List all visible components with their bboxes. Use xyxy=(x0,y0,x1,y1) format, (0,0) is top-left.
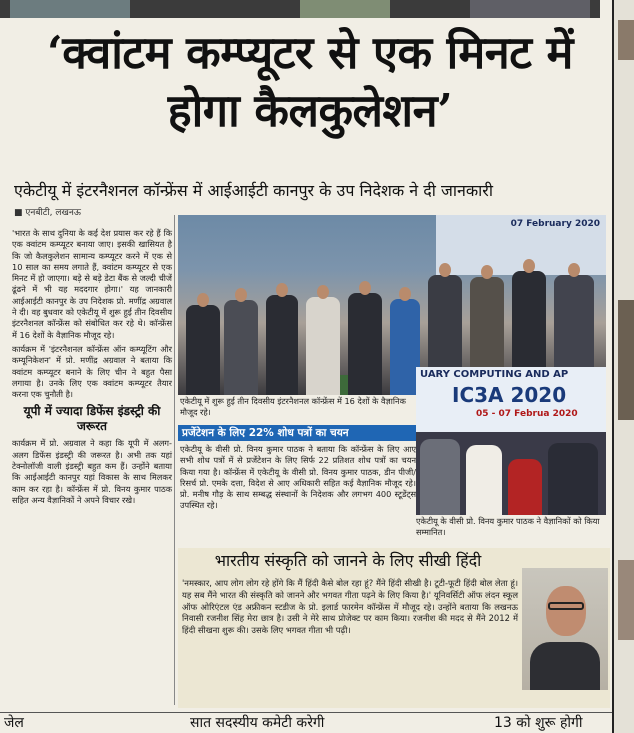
photo-figure xyxy=(508,459,542,515)
bottom-headline-strip xyxy=(0,712,612,733)
strip-photo xyxy=(470,0,590,18)
bottom-headline-middle: सात सदस्यीय कमेटी करेगी xyxy=(190,715,325,731)
section-heading-bar: प्रजेंटेशन के लिए 22% शोध पत्रों का चयन xyxy=(178,425,416,441)
photo-caption: एकेटीयू में शुरू हुई तीन दिवसीय इंटरनैशनल कॉन्फ्रेंस में 16 देशों के वैज्ञानिक मौजूद रहे। xyxy=(180,396,406,417)
photo-head xyxy=(481,265,493,279)
board-line-2: IC3A 2020 xyxy=(452,383,567,407)
byline: ■ एनबीटी, लखनऊ xyxy=(14,208,81,218)
photo-figure xyxy=(186,305,220,395)
photo-head xyxy=(439,263,451,277)
sidebar-story-title: भारतीय संस्कृति को जानने के लिए सीखी हिंदी xyxy=(214,551,482,570)
strip-photo xyxy=(300,0,390,18)
photo-figure xyxy=(466,445,502,515)
award-photo xyxy=(416,367,606,515)
board-line-1: UARY COMPUTING AND AP xyxy=(420,369,569,380)
adjacent-column xyxy=(612,0,634,733)
photo-figure xyxy=(548,443,598,515)
speaker-portrait xyxy=(522,568,608,690)
photo-caption: एकेटीयू के वीसी प्रो. विनय कुमार पाठक ने वैज्ञानिकों को किया सम्मानित। xyxy=(416,516,600,537)
paragraph: 'भारत के साथ दुनिया के कई देश प्रयास कर रहे हैं कि एक क्वांटम कम्प्यूटर बनाया जाए। इसकी खासियत है कि जो कैलकुलेशन सामान्य कम्प्यूटर करने में एक से 10 साल का समय लगाते हैं, क्वांटम कम्प्यूटर से एक मिनट में हो जाएगा। बड़े से बड़े डेटा बैंक से जल्दी चीजें ढूंढने में भी यह मददगार होगा।' यह जानकारी आईआईटी कानपुर के उप निदेशक प्रो. मणींद्र अग्रवाल ने दी। वह बुधवार को एकेटीयू में शुरू हुई तीन दिवसीय इंटरनैशनल कॉन्फ्रेंस को संबोधित कर रहे थे। कॉन्फ्रेंस में 16 देशों के वैज्ञानिक मौजूद रहे। xyxy=(12,228,172,340)
photo-figure xyxy=(266,295,298,395)
portrait-glasses xyxy=(548,602,584,610)
top-photo-strip xyxy=(0,0,600,18)
deck: एकेटीयू में इंटरनैशनल कॉन्फ्रेंस में आईआईटी कानपुर के उप निदेशक ने दी जानकारी xyxy=(14,181,493,200)
photo-head xyxy=(399,287,411,301)
portrait-body xyxy=(530,642,600,690)
banner-date: 07 February 2020 xyxy=(510,219,600,229)
board-line-3: 05 - 07 Februa 2020 xyxy=(476,409,578,419)
strip-photo xyxy=(10,0,130,18)
adjacent-photo xyxy=(618,20,634,60)
sidebar-story xyxy=(178,548,610,708)
article-column-1 xyxy=(12,228,172,509)
photo-head xyxy=(523,259,535,273)
adjacent-photo xyxy=(618,300,634,420)
column-rule xyxy=(174,215,175,705)
photo-head xyxy=(359,281,371,295)
bottom-headline-left: जेल xyxy=(4,715,24,731)
photo-head xyxy=(317,285,329,299)
photo-figure xyxy=(224,300,258,395)
photo-head xyxy=(197,293,209,307)
photo-figure xyxy=(306,297,340,395)
portrait-face xyxy=(546,586,586,636)
photo-head xyxy=(568,263,580,277)
paragraph: कार्यक्रम में प्रो. अग्रवाल ने कहा कि यूपी में अलग-अलग डिफेंस इंडस्ट्री की जरूरत है। अभी तक यहां टेक्नोलॉजी वाली इंडस्ट्री बहुत कम हैं। उन्होंने बताया कि आईआईटी कानपुर यहां विकास के साथ मिलकर काम कर रहा है। कॉन्फ्रेंस में प्रो. विनय कुमार पाठक सहित अन्य वैज्ञानिकों ने अपने विचार रखे। xyxy=(12,438,172,505)
photo-figure xyxy=(348,293,382,395)
photo-figure xyxy=(420,439,460,515)
photo-head xyxy=(276,283,288,297)
paragraph: कार्यक्रम में 'इंटरनैशनल कॉन्फ्रेंस ऑन कम्प्यूटिंग और कम्यूनिकेशन' में प्रो. मणींद्र अग्रवाल ने बताया कि क्वांटम कम्प्यूटर बनाने के लिए चीन ने बहुत पैसा लगाया है। उनके लिए एक क्वांटम कम्प्यूटर तैयार करना एक चुनौती है। xyxy=(12,343,172,400)
article-column-2: एकेटीयू के वीसी प्रो. विनय कुमार पाठक ने बताया कि कॉन्फ्रेंस के लिए आए सभी शोध पत्रों में से प्रजेंटेशन के लिए सिर्फ 22 प्रतिशत शोध पत्रों का चयन किया गया है। कॉन्फ्रेंस में एकेटीयू के वीसी प्रो. विनय कुमार पाठक, डीन पीजी/रिसर्च प्रो. एमके दत्ता, विदेश से आए अधिकारी सहित कई वैज्ञानिक मौजूद रहे। प्रो. मनीष गौड़ के साथ सम्बद्ध संस्थानों के निदेशक और लगभग 400 स्टूडेंट्स उपस्थित रहे। xyxy=(180,444,416,511)
photo-head xyxy=(235,288,247,302)
sidebar-story-text: 'नमस्कार, आप लोग लोग रहे होंगे कि मैं हिंदी कैसे बोल रहा हूं? मैंने हिंदी सीखी है। टूटी-फूटी हिंदी बोल लेता हूं। यह सब मैंने भारत की संस्कृति को जानने और भगवत गीता पढ़ने के लिए किया है।' यूनिवर्सिटी ऑफ लंदन स्कूल ऑफ ओरिएंटल एंड अफ्रीकन स्टडीज के प्रो. इलार्ड फारमेन कॉन्फ्रेंस में मौजूद रहे। उन्होंने बताया कि लखनऊ निवासी रजनीश सिंह मेरा छात्र है। उसी ने मेरे साथ प्रोजेक्ट पर काम किया। रजनीश की मदद से मैंने 2012 में हिंदी सीखना शुरू की। उसके लिए भगवत गीता भी पढ़ी। xyxy=(182,578,518,636)
bottom-headline-right: 13 को शुरू होगी xyxy=(494,715,583,731)
headline: ‘क्वांटम कम्प्यूटर से एक मिनट में होगा कैलकुलेशन’ xyxy=(47,26,573,137)
subheading: यूपी में ज्यादा डिफेंस इंडस्ट्री की जरूरत xyxy=(23,404,161,434)
adjacent-photo xyxy=(618,560,634,640)
